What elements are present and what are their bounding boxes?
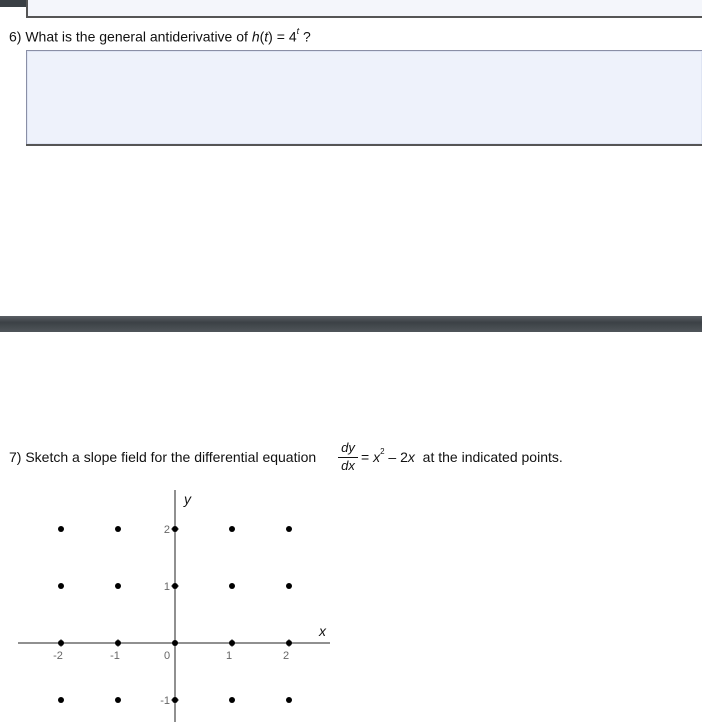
y-tick-label: -1 — [160, 695, 170, 707]
y-tick-label: 2 — [163, 524, 170, 536]
slope-field-point — [58, 583, 64, 589]
slope-field-point — [286, 640, 292, 646]
slope-field-point — [229, 583, 235, 589]
slope-field-point — [115, 526, 121, 532]
question-6-equals: = — [276, 28, 285, 45]
question-6-answer-box[interactable] — [26, 50, 702, 145]
x-tick-label: -2 — [53, 650, 63, 662]
y-axis-label: y — [184, 491, 191, 507]
slope-field-point — [286, 526, 292, 532]
question-6-func-name: h — [251, 28, 260, 45]
slope-field-grid[interactable] — [0, 480, 702, 722]
x-tick-label: 1 — [225, 650, 233, 662]
question-6-exponent: t — [296, 26, 300, 36]
slope-field-point — [172, 697, 178, 703]
question-6-prefix: What is the general antiderivative of — [25, 28, 248, 45]
x-tick-label: 0 — [163, 650, 171, 662]
rhs-exponent: 2 — [380, 447, 385, 457]
derivative-fraction — [338, 440, 358, 474]
slope-field-point — [286, 697, 292, 703]
y-tick-label: 1 — [163, 581, 170, 593]
slope-field-point — [229, 640, 235, 646]
slope-field-point — [172, 640, 178, 646]
x-tick-label: 2 — [282, 650, 290, 662]
question-6-prompt: 6) What is the general antiderivative of h(t) = 4$^t$ ? — [9, 26, 311, 45]
question-7-suffix: at the indicated points. — [422, 449, 563, 465]
slope-field-point — [58, 640, 64, 646]
slope-field-point — [286, 583, 292, 589]
fraction-numerator: dy — [338, 440, 358, 458]
slope-field-point — [229, 697, 235, 703]
equation-rhs — [361, 449, 563, 465]
x-tick-label: -1 — [110, 650, 120, 662]
slope-field-point — [58, 697, 64, 703]
previous-answer-box[interactable] — [26, 0, 702, 18]
question-7-body: Sketch a slope field for the differential equation — [25, 449, 317, 465]
slope-field-point — [58, 526, 64, 532]
rhs-rest: – 2 — [384, 449, 408, 465]
rhs-x2: x — [407, 449, 415, 465]
slope-field-point — [172, 526, 178, 532]
x-axis-label: x — [319, 623, 326, 639]
question-6-number: 6) — [9, 28, 22, 45]
question-6-func-var: t — [264, 28, 269, 45]
fraction-denominator: dx — [341, 458, 355, 473]
slope-field-point — [115, 583, 121, 589]
rhs-equals: = — [361, 449, 374, 465]
slope-field-point — [172, 583, 178, 589]
section-divider-bar — [0, 316, 702, 332]
slope-field-svg[interactable] — [0, 480, 702, 722]
question-7-number: 7) — [9, 449, 22, 465]
question-7-text — [9, 449, 316, 465]
slope-field-point — [229, 526, 235, 532]
slope-field-point — [115, 697, 121, 703]
slope-field-point — [115, 640, 121, 646]
question-6-base: 4 — [288, 28, 297, 45]
rhs-x: x — [373, 449, 381, 465]
question-6-suffix: ? — [303, 28, 311, 45]
